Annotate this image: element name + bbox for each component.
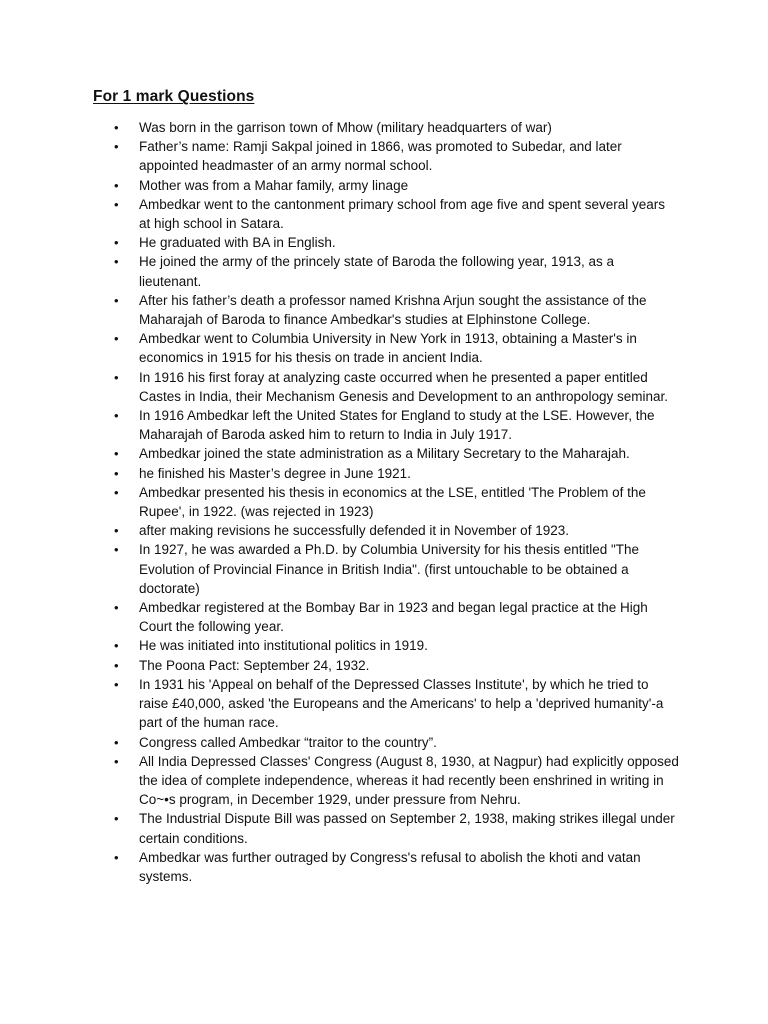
list-item: [0, 291, 768, 329]
list-item-text: He was initiated into institutional politics in 1919.: [139, 638, 428, 654]
list-item-text: Ambedkar presented his thesis in economics at the LSE, entitled 'The Problem of the Rupee', in 1922. (was rejected in 1923): [139, 484, 646, 520]
list-item-text: He joined the army of the princely state of Baroda the following year, 1913, as a lieutenant.: [139, 254, 615, 289]
list-item-text: Ambedkar went to the cantonment primary school from age five and spent several years at high school in Satara.: [139, 196, 666, 232]
list-item: [0, 233, 768, 252]
bullet-icon: •: [114, 753, 119, 769]
section-heading: For 1 mark Questions: [93, 88, 255, 105]
list-item: [0, 252, 768, 290]
bullet-icon: •: [114, 408, 119, 424]
list-item-text: In 1916 his first foray at analyzing caste occurred when he presented a paper entitled Castes in India, their Mechanism Genesis and Development to an anthropology seminar.: [139, 369, 669, 404]
list-item-text: Congress called Ambedkar “traitor to the country”.: [139, 734, 437, 750]
list-item: [0, 176, 768, 195]
bullet-icon: •: [114, 177, 119, 193]
list-item-text: All India Depressed Classes' Congress (August 8, 1930, at Nagpur) had explicitly opposed the idea of complete independence, whereas it had recently been enshrined in writing in Co~•s program, in December 1929, under pressure from Nehru.: [139, 753, 679, 808]
list-item-text: Was born in the garrison town of Mhow (military headquarters of war): [139, 120, 552, 135]
bullet-icon: •: [114, 600, 119, 616]
list-item-text: Ambedkar registered at the Bombay Bar in 1923 and began legal practice at the High Court the following year.: [139, 600, 648, 635]
list-item: [0, 675, 768, 733]
list-item-text: Mother was from a Mahar family, army linage: [139, 177, 409, 193]
list-item-text: he finished his Master’s degree in June 1921.: [139, 465, 411, 481]
bullet-icon: •: [114, 120, 119, 135]
list-item: [0, 752, 768, 810]
list-item: [0, 406, 768, 444]
bullet-icon: •: [114, 139, 119, 155]
list-item: [0, 329, 768, 367]
list-item: [0, 137, 768, 175]
list-item: [0, 195, 768, 233]
list-item: [0, 444, 768, 463]
bullet-icon: •: [114, 849, 119, 865]
bullet-icon: •: [114, 235, 119, 251]
list-item-text: Ambedkar went to Columbia University in New York in 1913, obtaining a Master's in economics in 1915 for his thesis on trade in ancient India.: [139, 331, 637, 366]
bullet-icon: •: [114, 523, 119, 539]
bullet-icon: •: [114, 542, 119, 558]
bullet-icon: •: [114, 638, 119, 654]
list-item: [0, 483, 768, 521]
list-item: [0, 464, 768, 483]
bullet-icon: •: [114, 465, 119, 481]
list-item: [0, 809, 768, 847]
list-item: [0, 656, 768, 675]
bullet-icon: •: [114, 254, 119, 270]
list-item: [0, 733, 768, 752]
list-item: [0, 368, 768, 406]
bullet-icon: •: [114, 657, 119, 673]
list-item-text: Father’s name: Ramji Sakpal joined in 1866, was promoted to Subedar, and later appointed headmaster of an army normal school.: [139, 139, 622, 174]
bullet-icon: •: [114, 811, 119, 827]
list-item: [0, 118, 768, 137]
list-item-text: The Industrial Dispute Bill was passed on September 2, 1938, making strikes illegal under certain conditions.: [139, 811, 675, 846]
list-item-text: In 1927, he was awarded a Ph.D. by Columbia University for his thesis entitled "The Evolution of Provincial Finance in British India". (first untouchable to be obtained a doctorate): [139, 542, 640, 596]
list-item: [0, 636, 768, 655]
list-item-text: He graduated with BA in English.: [139, 235, 336, 251]
bullet-icon: •: [114, 292, 119, 308]
bullet-icon: •: [114, 196, 119, 212]
list-item: [0, 521, 768, 540]
bullet-icon: •: [114, 734, 119, 750]
list-item-text: In 1916 Ambedkar left the United States for England to study at the LSE. However, the Maharajah of Baroda asked him to return to India in July 1917.: [139, 408, 655, 443]
bullet-icon: •: [114, 676, 119, 692]
bullet-icon: •: [114, 484, 119, 500]
bullet-icon: •: [114, 331, 119, 347]
list-item: [0, 848, 768, 886]
list-item-text: The Poona Pact: September 24, 1932.: [139, 657, 370, 673]
list-item-text: Ambedkar was further outraged by Congress's refusal to abolish the khoti and vatan systems.: [139, 849, 641, 884]
bullet-icon: •: [114, 369, 119, 385]
bullet-list: [0, 118, 768, 886]
list-item-text: after making revisions he successfully defended it in November of 1923.: [139, 523, 569, 539]
list-item: [0, 598, 768, 636]
bullet-icon: •: [114, 446, 119, 462]
list-item: [0, 540, 768, 598]
list-item-text: In 1931 his 'Appeal on behalf of the Depressed Classes Institute', by which he tried to raise £40,000, asked 'the Europeans and the Americans' to help a 'deprived humanity'-a part of the human race.: [139, 676, 664, 731]
list-item-text: Ambedkar joined the state administration as a Military Secretary to the Maharajah.: [139, 446, 630, 462]
list-item-text: After his father’s death a professor named Krishna Arjun sought the assistance of the Maharajah of Baroda to finance Ambedkar's studies at Elphinstone College.: [139, 292, 647, 328]
